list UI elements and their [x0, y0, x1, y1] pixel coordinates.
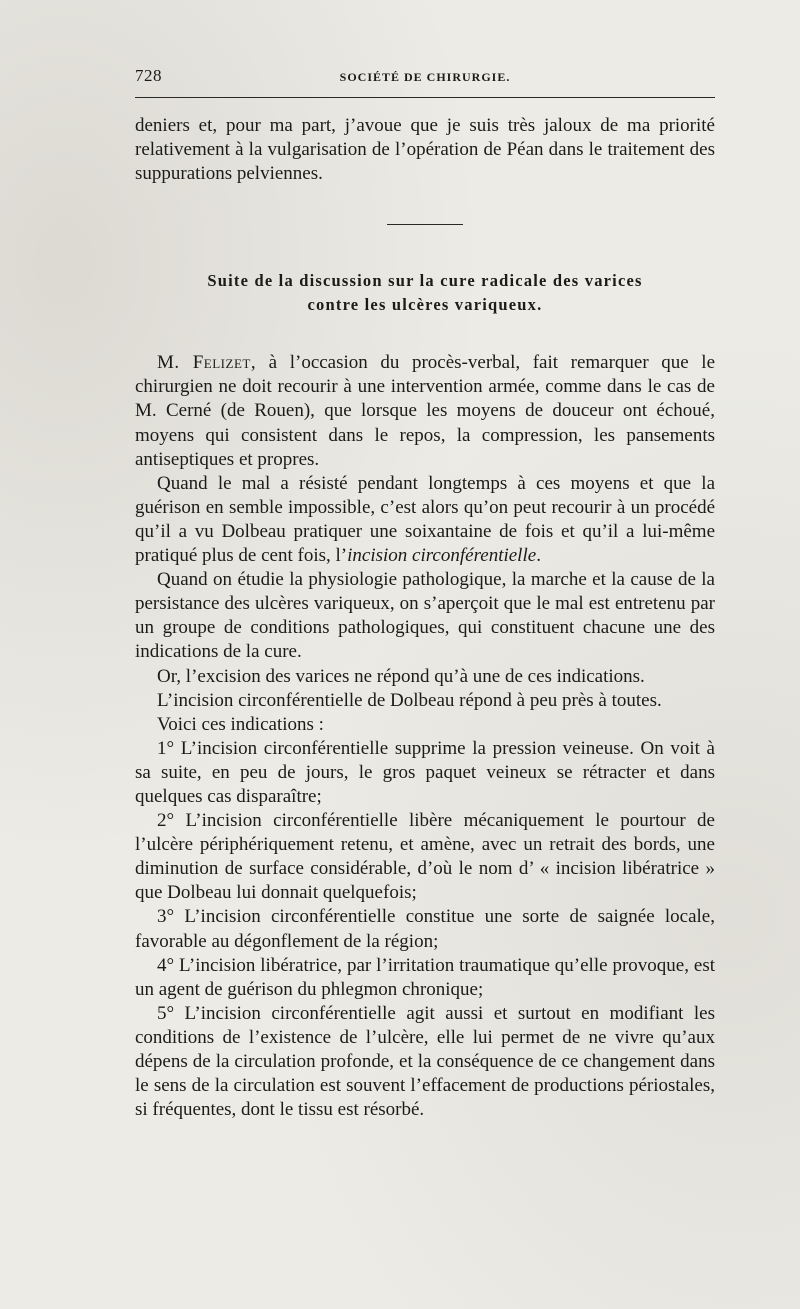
- indication-4: 4° L’incision libératrice, par l’irritation traumatique qu’elle provoque, est un agent de guérison du phlegmon chronique;: [135, 954, 715, 1000]
- indication-5: 5° L’incision circonférentielle agit aussi et surtout en modifiant les conditions de l’existence de l’ulcère, elle lui permet de ne vivre qu’aux dépens de la circulation profonde, et la conséquence de ce changement dans le sens de la circulation est souvent l’effacement de productions périostales, si fréquentes, dont le tissu est résorbé.: [135, 1002, 715, 1121]
- page-number: 728: [135, 66, 162, 85]
- header-rule: [135, 97, 715, 98]
- indication-3: 3° L’incision circonférentielle constitue une sorte de saignée locale, favorable au dégonflement de la région;: [135, 906, 715, 952]
- speaker-name: M. Felizet,: [157, 352, 257, 374]
- paragraph-1-text: à l’occasion du procès-verbal, fait remarquer que le chirurgien ne doit recourir à une intervention armée, comme dans le cas de M. Cerné (de Rouen), que lorsque les moyens de douceur ont échoué, moyens qui consistent dans le repos, la compression, les pansements antiseptiques et propres.: [135, 352, 716, 470]
- paragraph-2-end: .: [536, 545, 541, 567]
- running-title: SOCIÉTÉ DE CHIRURGIE.: [339, 70, 511, 84]
- indication-2: 2° L’incision circonférentielle libère mécaniquement le pourtour de l’ulcère périphériquement retenu, et amène, avec un retrait des bords, une diminution de surface considérable, d’où le nom d’ « incision libératrice » que Dolbeau lui donnait quelquefois;: [135, 810, 715, 904]
- paragraph-1: [135, 351, 715, 471]
- paragraph-2-italic: incision circonférentielle: [347, 545, 537, 567]
- section-title-line1: Suite de la discussion sur la cure radicale des varices: [207, 271, 643, 291]
- paragraph-3: Quand on étudie la physiologie pathologique, la marche et la cause de la persistance des ulcères variqueux, on s’aperçoit que le mal est entretenu par un groupe de conditions pathologiques, qui constituent chacune une des indications de la cure.: [135, 569, 715, 663]
- paragraph-2-text: Quand le mal a résisté pendant longtemps à ces moyens et que la guérison en semble impossible, c’est alors qu’on peut recourir à un procédé qu’il a vu Dolbeau pratiquer une soixantaine de fois et qu’il a lui-même pratiqué plus de cent fois, l’: [135, 472, 715, 567]
- page-header: [135, 66, 715, 90]
- paragraph-2: [135, 472, 715, 568]
- section-divider: [387, 224, 463, 225]
- indication-1: 1° L’incision circonférentielle supprime la pression veineuse. On voit à sa suite, en peu de jours, le gros paquet veineux se rétracter et dans quelques cas disparaître;: [135, 737, 715, 807]
- section-title-line2: contre les ulcères variqueux.: [307, 295, 543, 315]
- paragraph-6: Voici ces indications :: [157, 713, 324, 735]
- section-heading: [135, 269, 715, 317]
- intro-paragraph: deniers et, pour ma part, j’avoue que je suis très jaloux de ma priorité relativement à la vulgarisation de l’opération de Péan dans le traitement des suppurations pelviennes.: [135, 115, 715, 185]
- paragraph-4: Or, l’excision des varices ne répond qu’à une de ces indications.: [157, 665, 645, 687]
- paragraph-5: L’incision circonférentielle de Dolbeau répond à peu près à toutes.: [157, 689, 662, 711]
- body-text: [135, 114, 715, 1122]
